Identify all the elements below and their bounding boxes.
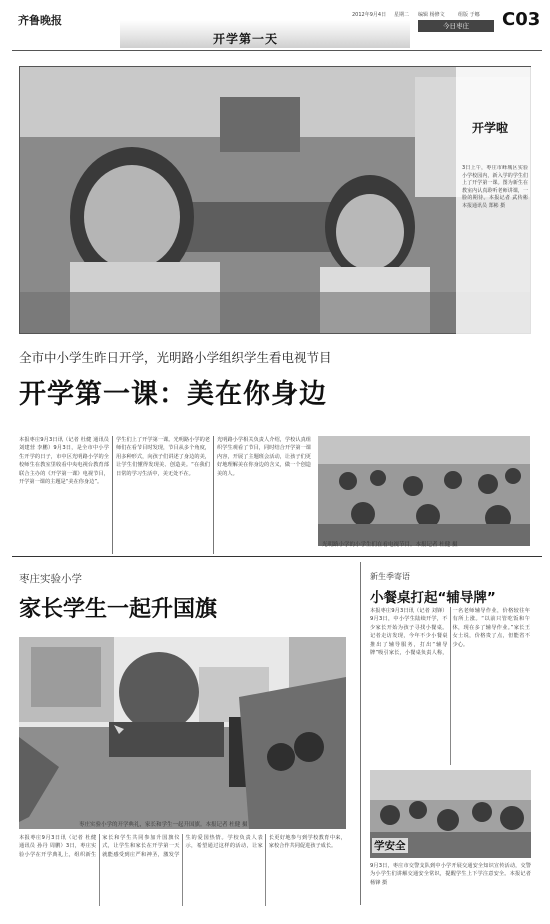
page-title: 开学第一天 [213, 32, 279, 46]
left-headline: 家长学生一起升国旗 [19, 597, 218, 622]
classroom-photo [318, 436, 530, 546]
top-subtitle: 全市中小学生昨日开学，光明路小学组织学生看电视节目 [19, 350, 332, 365]
column-tag: 今日枣庄 [418, 20, 494, 32]
classroom-photo-frame [318, 436, 530, 546]
photo-caption-title: 开学啦 [472, 121, 509, 135]
photo-caption: 3日上午，枣庄市峄城区实验小学校园内，新入学的学生们上了开学第一课。图为新生在教室内认真聆听老师讲课，一脸的期待。本报记者 武传彬 本报通讯员 郑彬 摄 [462, 165, 528, 209]
right-kicker: 新生季寄语 [370, 572, 410, 581]
editor: 编辑 杨修文 [418, 12, 445, 18]
column-rule [213, 436, 214, 554]
issue-weekday: 星期二 [394, 12, 410, 18]
top-photo [20, 67, 530, 333]
left-body: 本报枣庄9月3日讯（记者 杜健 通讯员 孙丹 周鹏）3日，枣庄实验小学在开学典礼上，组织新生家长和学生共同参加升国旗仪式，让学生和家长在开学第一天就能感受到庄严和神圣，激发学生的爱国热情。学校负责人表示，希望通过这样的活动，让家长更好地参与到学校教育中来，家校合作共同促进孩子成长。 [19, 835, 346, 858]
right-headline: 小餐桌打起“辅导牌” [370, 590, 496, 606]
top-headline: 开学第一课：美在你身边 [19, 379, 327, 410]
section-rule [12, 556, 542, 557]
classroom-photo-caption: 光明路小学的小学生们在看电视节目。本报记者 杜健 摄 [322, 542, 458, 548]
paper-name: 齐鲁晚报 [18, 14, 62, 27]
left-kicker: 枣庄实验小学 [19, 573, 82, 585]
safety-photo-frame [370, 770, 531, 858]
column-rule [112, 436, 113, 554]
top-photo-frame [19, 66, 531, 334]
safety-photo-caption: 9月3日，枣庄市交警支队到中小学开展交通安全知识宣传活动，交警为小学生们讲解交通安全常识，提醒学生上下学注意安全。本报记者 杨锋 摄 [370, 863, 531, 886]
column-rule [360, 562, 361, 905]
right-body: 本报枣庄9月3日讯（记者 刘锋）9月3日，中小学生陆续开学，不少家长开始为孩子寻找小餐桌。记者走访发现，今年不少小餐桌推出了辅导服务，打出“辅导牌”吸引家长，小餐桌负责人称，一名老师辅导作业，价格较往年有所上涨。“以前只管吃饭和午休，现在多了辅导作业。”家长王女士说，价格贵了点，但能省不少心。 [370, 608, 530, 657]
flag-photo [19, 637, 346, 829]
top-body-col2: 学生们上了开学第一课。光明路小学的老师们在看节目时发现，节目从多个角度，用多种形式，向孩子们讲述了身边的美，让学生们懂得发现美、创造美。“在我们日常的学习生活中，美无处不在。 [116, 437, 210, 477]
page-number: C03 [502, 9, 541, 30]
top-body-col1: 本报枣庄9月3日讯（记者 杜健 通讯员 刘建营 李鹏）9月3日，是全市中小学生开学的日子，市中区光明路小学的全校师生在教室里收看中央电视台教育部联合主办的《开学第一课》电视节目，开学第一课的主题是“美在你身边”。 [19, 437, 109, 486]
safety-photo-title: 学安全 [374, 840, 406, 852]
top-body-col3: 光明路小学相关负责人介绍，学校认真组织学生观看了节目，同时结合开学第一课内容，开展了主题班会活动，让孩子们更好地理解美在你身边的含义，做一个创造美的人。 [217, 437, 311, 477]
designer: 组版 于娜 [458, 12, 480, 18]
flag-photo-caption: 枣庄实验小学的开学典礼，家长和学生一起升国旗。本报记者 杜健 摄 [79, 822, 248, 828]
header-rule [12, 50, 542, 51]
flag-photo-frame [19, 637, 346, 829]
page-header [0, 0, 550, 52]
issue-date: 2012年9月4日 [352, 12, 387, 18]
